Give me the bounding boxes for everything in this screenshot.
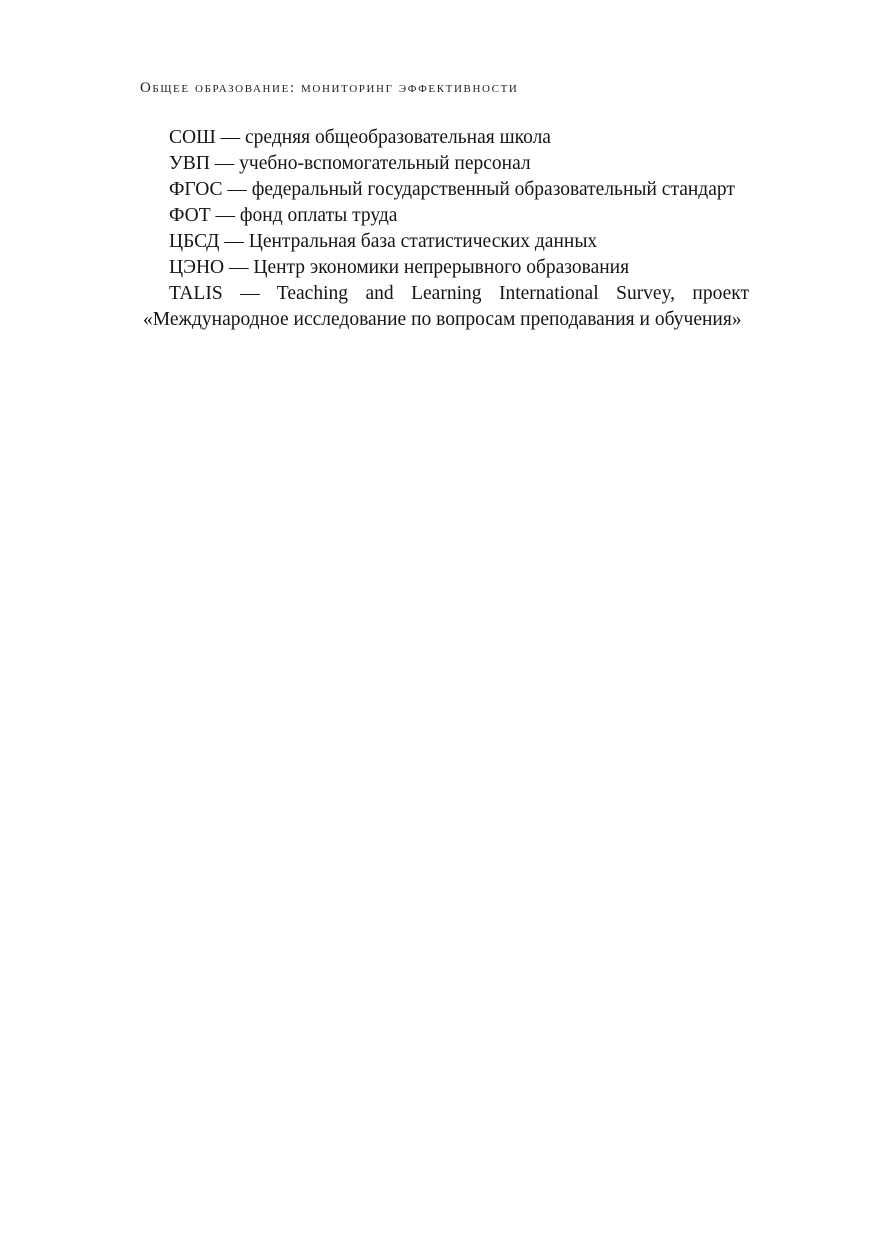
abbreviation-entry: УВП — учебно-вспомогательный персонал (169, 153, 531, 174)
abbreviation-entry: СОШ — средняя общеобразовательная школа (169, 127, 551, 148)
abbreviation-entry: ФГОС — федеральный государственный образовательный стандарт (169, 179, 735, 200)
abbreviation-list (143, 125, 749, 333)
abbreviation-entry: ЦЭНО — Центр экономики непрерывного образования (169, 257, 630, 278)
abbreviation-entry: ФОТ — фонд оплаты труда (169, 205, 398, 226)
running-head: Общее образование: мониторинг эффективности (140, 80, 519, 96)
abbreviation-entry: TALIS — Teaching and Learning International Survey, проект «Международное исследование по вопросам преподавания и обучения» (143, 283, 749, 330)
abbreviation-entry: ЦБСД — Центральная база статистических данных (169, 231, 598, 252)
